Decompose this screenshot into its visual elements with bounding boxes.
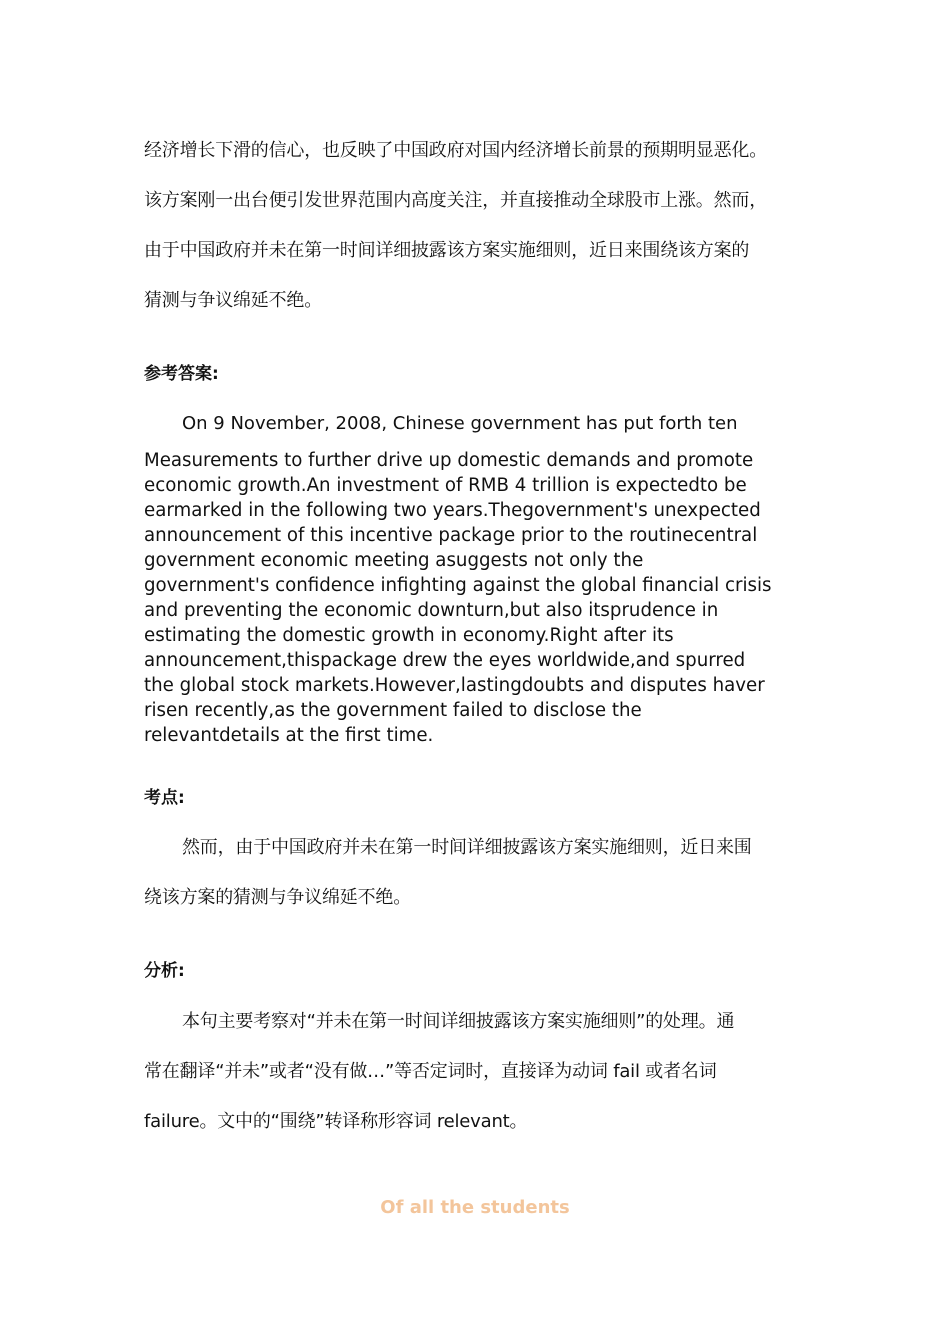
reference-line: the global stock markets.However,lastingdoubts and disputes haver [144,675,765,696]
reference-line: and preventing the economic downturn,but also itsprudence in [144,600,719,621]
reference-line: Measurements to further drive up domestic demands and promote [144,450,754,471]
reference-heading: 参考答案: [144,364,219,384]
intro-line: 经济增长下滑的信心，也反映了中国政府对国内经济增长前景的预期明显恶化。 [144,140,767,161]
reference-first-line: On 9 November, 2008, Chinese government has put forth ten [182,413,738,434]
reference-line: relevantdetails at the first time. [144,725,434,746]
reference-line: government's confidence infighting against the global financial crisis [144,575,772,596]
key-point-line: 然而，由于中国政府并未在第一时间详细披露该方案实施细则，近日来围 [182,837,752,858]
reference-line: earmarked in the following two years.Thegovernment's unexpected [144,500,761,521]
reference-line: announcement,thispackage drew the eyes worldwide,and spurred [144,650,746,671]
analysis-line: failure。文中的“围绕”转译称形容词 relevant。 [144,1111,528,1132]
key-point-line: 绕该方案的猜测与争议绵延不绝。 [144,887,411,908]
intro-line: 该方案刚一出台便引发世界范围内高度关注，并直接推动全球股市上涨。然而， [144,190,767,211]
intro-line: 猜测与争议绵延不绝。 [144,290,322,311]
key-point-heading: 考点: [144,788,185,808]
reference-line: risen recently,as the government failed to disclose the [144,700,642,721]
reference-line: estimating the domestic growth in economy.Right after its [144,625,674,646]
reference-line: announcement of this incentive package prior to the routinecentral [144,525,758,546]
footer-text: Of all the students [380,1197,570,1218]
reference-paragraph [144,448,814,748]
intro-line: 由于中国政府并未在第一时间详细披露该方案实施细则，近日来围绕该方案的 [144,240,750,261]
reference-line: government economic meeting asuggests not only the [144,550,644,571]
analysis-line: 常在翻译“并未”或者“没有做…”等否定词时，直接译为动词 fail 或者名词 [144,1061,717,1082]
analysis-line: 本句主要考察对“并未在第一时间详细披露该方案实施细则”的处理。通 [182,1011,735,1032]
analysis-heading: 分析: [144,961,185,981]
reference-line: economic growth.An investment of RMB 4 trillion is expectedto be [144,475,747,496]
